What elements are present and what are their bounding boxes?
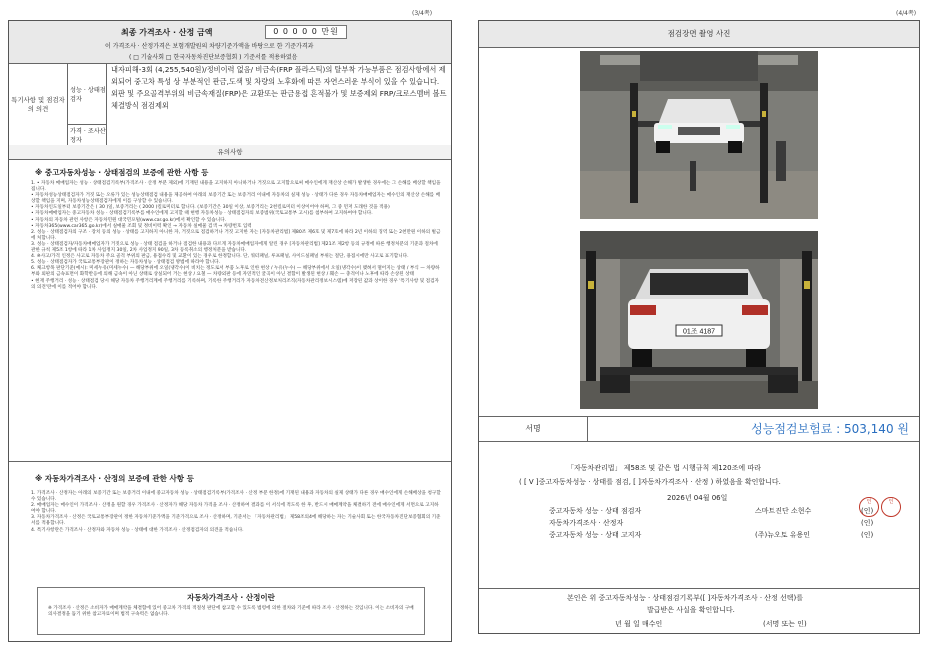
confirmation-date: 2026년 04월 06일: [667, 494, 728, 502]
signer-role: 중고자동차 성능 · 상태 점검자: [549, 507, 642, 515]
signer-name: 스마트진단 소현수: [755, 507, 812, 515]
appraisal-heading: ※ 자동차가격조사 · 산정의 보증에 관한 사항 등: [35, 474, 194, 483]
price-note-2: ( □ 기술사회 □ 한국자동차진단보증협회 ) 기준서를 적용하였음: [129, 54, 298, 61]
warranty-note: • 자동차의 자동차 관련 사항은 자동차민원 대국민포털(www.car.go.kr)에서 확인할 수 있습니다.: [31, 217, 227, 223]
price-title: 최종 가격조사 · 산정 금액: [121, 28, 213, 37]
signer-mark: (인): [861, 507, 874, 515]
warranty-note: • 자동차성능상태점검자가 거짓 또는 오류가 있는 성능상태점검 내용을 제공하여 아래의 보증기간 또는 보증거리 이내에 자동차의 실제 성능 · 상태가 다른 경우 자동차매매업자는 매수인의 재산상 손해를 배상할 책임을 지며, 자동차성능상태점검자에게 이를 구상할 수 있습니다.: [31, 193, 441, 205]
page-number-right: (4/4쪽): [896, 10, 917, 17]
signer-name: (주)뉴오토 유용인: [755, 531, 811, 539]
price-amount-box: 0 0 0 0 0 만원: [265, 25, 347, 39]
garage-lift-front-image: [580, 51, 818, 219]
appraisal-note: 4. 특기사항란은 가격조사 · 산정자와 자동차 성능 · 상태에 대한 가격조사 · 산정점검자의 의견을 적습니다.: [31, 527, 244, 533]
buyer-confirm-line-1: 본인은 위 중고자동차성능 · 상태점검기록부([ ]자동차가격조사 · 산정 선택)를: [567, 594, 804, 602]
right-page: [478, 20, 920, 634]
inspection-photo-front: [580, 51, 818, 219]
appraisal-definition-text: ※ 가격조사 · 산정은 소비자가 매매계약을 체결함에 있어 중고차 가격의 적절성 판단에 참고할 수 있도록 법령에 의한 절차와 기준에 따라 조사 · 산정하는 것입니다. 이는 소비자의 구매 의사결정을 돕기 위한 참고자료이며 법적 구속력은 없습니다.: [48, 606, 414, 617]
signature-row: [479, 416, 919, 442]
warranty-note: 3. 성능 · 상태점검자/자동차매매업자가 거짓으로 성능 · 상태 점검을 하거나 점검한 내용과 다르게 자동차매매업자에게 알린 경우 [자동차관리법] 제21조 제2항 등의 규정에 따른 행정처분의 기준과 절차에 관한 규칙 제5조 1항에 따라 1차 사업정지 30일, 2차 사업정지 90일, 3차 등록취소의 행정처분을 받습니다.: [31, 241, 438, 254]
warranty-note: • 자동차365(www.car365.go.kr)에서 실매물 조회 및 정비이력 확인 → 자동차 실매물 검색 → 차량번호 입력: [31, 223, 252, 229]
appraisal-note: 1. 가격조사 · 산정자는 아래의 보증기간 또는 보증거리 이내에 중고자동차 성능 · 상태점검기록부(가격조사 · 산정 부분 한정)에 기재된 내용과 자동차의 실제 상태가 다른 경우 매수인에게 손해배상을 청구할 수 있습니다.: [31, 491, 441, 503]
warranty-note: 5. 성능 · 상태점검자가 국토교통부장관이 정하는 자동차성능 · 상태점검 방법에 따라야 합니다.: [31, 260, 221, 266]
appraisal-definition-title: 자동차가격조사 · 산정이란: [187, 593, 275, 602]
buyer-confirmation-box: [479, 588, 919, 634]
special-notes-row: [9, 63, 451, 146]
warranty-note: • 자동차매매업자는 중고자동차 성능 · 상태점검기록부를 매수인에게 고지할 때 현행 자동차성능 · 상태점검자의 보증범위(국토교통부 고시)를 첨부하여 고지하여야 합니다.: [31, 211, 373, 217]
appraisal-definition-box: [37, 587, 425, 635]
signer-mark: (인): [861, 519, 874, 527]
inspection-insurance-fee: 성능점검보험료 : 503,140 원: [751, 422, 909, 436]
appraisal-notes: [31, 491, 441, 534]
signer-mark: (인): [861, 531, 874, 539]
notice-title: 유의사항: [9, 145, 451, 160]
license-plate-text: 01조 4187: [682, 328, 716, 336]
inspector-label: 성능 · 상태점검자: [67, 63, 107, 125]
page-number-left: (3/4쪽): [412, 10, 433, 17]
inspector-opinion: 내자피해-3회 (4,255,540원)/정비이력 없음/ 비금속(FRP 플라스틱)의 탈부착 가능부품은 점검사항에서 제외되어 중고차 특성 상 부분적인 판금,도색 및 차량의 노후화에 따른 자연스러운 부식이 있을 수 있습니다. 외판 및 주요골격부위의 비금속재질(FRP)은 교환또는 판금용접 흔적불가 및 보증제외 FRP/크로스멤버 볼트체결방식 점검제외: [111, 65, 447, 110]
company-seal-stamp: 인: [881, 497, 901, 517]
left-page: [8, 20, 452, 642]
inspector-seal-stamp: 인: [859, 497, 879, 517]
price-note-1: 이 가격조사 · 산정가격은 보험개발원의 차량기준가액을 바탕으로 한 기준가격과: [105, 43, 314, 50]
warranty-note: • 현재 주행거리 · 성능 · 상태점검 당시 해당 자동차 주행거리계에 주행거리를 기록하며, 기록한 주행거리가 자동차전산정보처리조직(자동차관리정보시스템)에 저장된 값과 상이한 경우 '특기사항 및 점검자의 의견'란에 이를 적어야 합니다.: [31, 278, 439, 290]
appraisal-note: 3. 자동차가격조사 · 산정은 국토교통부장관이 정한 자동차기준가액을 기준가격으로 조사 · 산정하며, 기준서는 「자동차관리법」 제58조의4에 해당하는 자는 기술사회 또는 한국자동차진단보증협회의 기준서를 적용합니다.: [31, 515, 441, 527]
warranty-notes: [31, 181, 441, 291]
signer-role: 중고자동차 성능 · 상태 고지자: [549, 531, 642, 539]
warranty-note: 4. ※사고/가격 인정은 사고로 자동차 주요 골격 부위의 판금, 용접수리 및 교환이 있는 경우로 한정합니다. 단, 쿼터패널, 루프패널, 사이드실패널 부위는 절단, 용접시에만 사고로 표기합니다.: [31, 254, 409, 260]
appraiser-label: 가격 · 조사산정자: [67, 125, 107, 145]
buyer-confirm-line-2: 발급받은 사실을 확인합니다.: [647, 606, 735, 614]
warranty-note: 6. 체크항목 판단기준(예시): 미세누유(미세누수) — 해당부위에 오일(냉각수)이 비치는 정도로서 부품 노후로 인한 현상 / 누유(누수) — 해당부위에서 오일(냉각수)이 맺혀서 떨어지는 상태 / 부식 — 차량하부와 외판의 금속표면이 화학반응에 의해 금속이 아닌 상태로 상실되어 거는 현상 / 요철 — 차량외판 등에 자연적인 굴곡이 아닌 결함이 발생된 현상 / 훼손 — 충격이나 노후에 따라 손상된 상태: [31, 266, 440, 278]
warranty-note: 2. 성능 · 상태점검자의 구조 · 장치 등의 성능 · 상태를 고지하지 아니한 자, 거짓으로 점검하거나 거짓 고지한 자는 [자동차관리법] 제80조 제6호 및 제7호에 따라 2년 이하의 징역 또는 2천만원 이하의 벌금에 처합니다.: [31, 229, 441, 241]
section-divider: [9, 461, 451, 462]
confirmation-line: ( [ V ]중고자동차성능 · 상태를 점검, [ ]자동차가격조사 · 산정 ) 하였음을 확인합니다.: [519, 478, 781, 486]
warranty-note: • 자동차인도일부터 보증기간은 ( 30 )일, 보증거리는 ( 2000 )킬로미터로 합니다. (보증기간은 30일 이상, 보증거리는 2천킬로미터 이상이어야 하며, 그 중 먼저 도래한 것을 적용): [31, 205, 390, 211]
warranty-note: 1. • 자동차 매매업자는 성능 · 상태점검기록부(가격조사 · 산정 부분 제외)에 기재된 내용을 고지하지 아니하거나 거짓으로 고지함으로써 매수인에게 재산상 손해가 발생한 경우에는 그 손해를 배상할 책임을 집니다.: [31, 181, 441, 193]
inspection-photo-rear: [580, 231, 818, 409]
price-header: [9, 21, 451, 64]
buyer-sign-mark: (서명 또는 인): [763, 620, 807, 628]
signer-role: 자동차가격조사 · 산정자: [549, 519, 624, 527]
signature-label: 서명: [479, 417, 588, 441]
buyer-date-line: 년 월 일 매수인: [615, 620, 663, 628]
appraisal-note: 2. 매매업자는 매수인이 가격조사 · 산정을 원할 경우 가격조사 · 산정자가 해당 자동차 가격을 조사 · 산정하여 결과를 이 서식에 적도록 한 후, 반드시 매매계약을 체결하기 전에 매수인에게 서면으로 고지하여야 합니다.: [31, 503, 439, 515]
special-notes-label: 특기사항 및 점검자의 의견: [9, 63, 68, 145]
garage-lift-rear-image: [580, 231, 818, 409]
photo-section-title: 점검장면 촬영 사진: [479, 21, 919, 48]
warranty-heading: ※ 중고자동차성능 · 상태점검의 보증에 관한 사항 등: [35, 168, 209, 177]
legal-basis-line: 「자동차관리법」 제58조 및 같은 법 시행규칙 제120조에 따라: [567, 464, 761, 472]
